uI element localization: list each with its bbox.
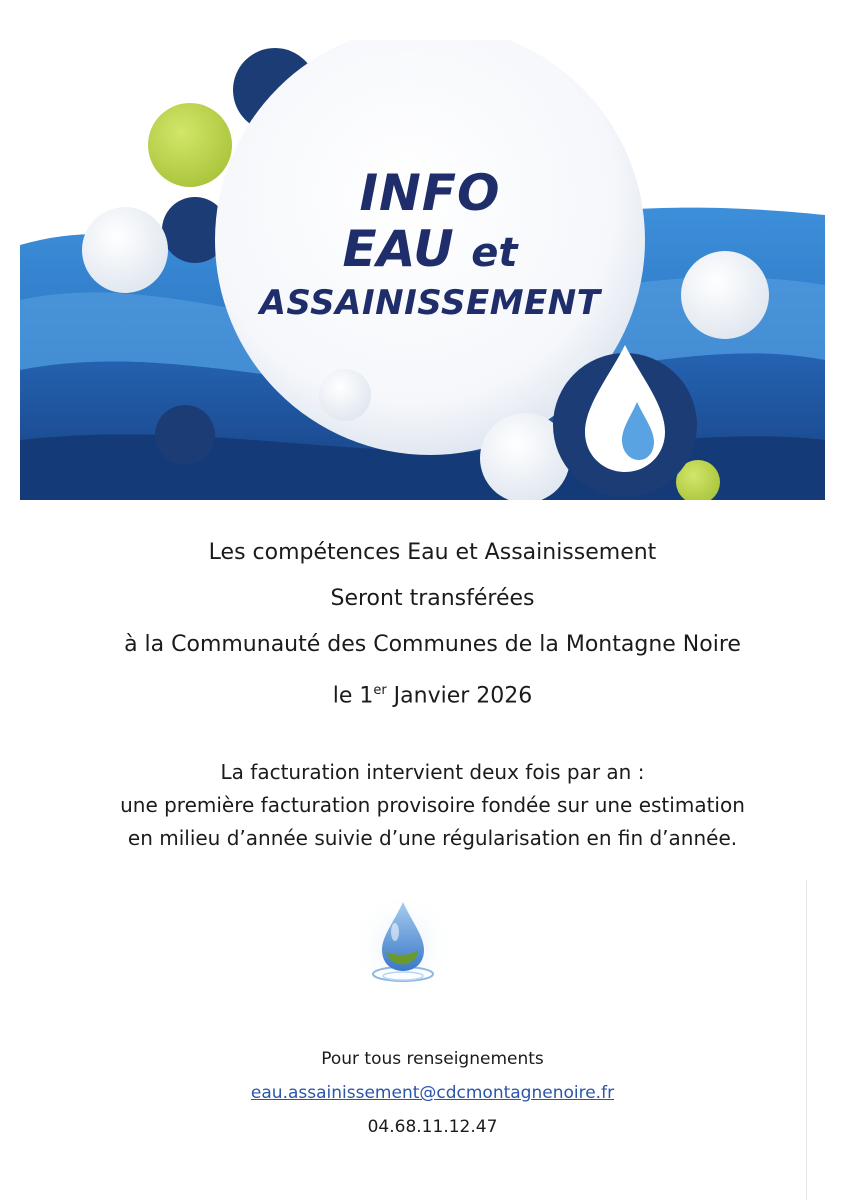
announcement-line-3: à la Communauté des Communes de la Montagne Noire	[124, 632, 741, 657]
title-et: et	[471, 230, 518, 276]
billing-line-3: en milieu d’année suivie d’une régularisation en fin d’année.	[127, 826, 738, 850]
contact-heading: Pour tous renseignements	[321, 1049, 544, 1069]
banner-title	[210, 165, 650, 325]
contact-block	[40, 1042, 825, 1144]
billing-info	[40, 756, 825, 855]
date-suffix: Janvier 2026	[386, 683, 533, 709]
title-eau: EAU	[342, 220, 454, 278]
title-eau-et	[210, 221, 650, 281]
title-assainissement: ASSAINISSEMENT	[259, 283, 601, 323]
contact-email[interactable]: eau.assainissement@cdcmontagnenoire.fr	[250, 1083, 615, 1103]
header-banner	[20, 40, 825, 500]
contact-phone: 04.68.11.12.47	[367, 1117, 498, 1137]
date-prefix: le 1	[332, 683, 374, 709]
announcement-date	[40, 668, 825, 719]
title-info: INFO	[359, 164, 501, 222]
billing-line-1: La facturation intervient deux fois par an :	[220, 760, 645, 784]
scan-edge-line	[806, 880, 807, 1200]
announcement-line-1: Les compétences Eau et Assainissement	[208, 540, 657, 565]
announcement-line-2: Seront transférées	[330, 586, 535, 611]
transfer-announcement	[40, 530, 825, 719]
billing-line-2: une première facturation provisoire fondée sur une estimation	[120, 793, 745, 817]
water-drop-logo-icon	[348, 890, 458, 1000]
date-ordinal: er	[373, 683, 387, 698]
